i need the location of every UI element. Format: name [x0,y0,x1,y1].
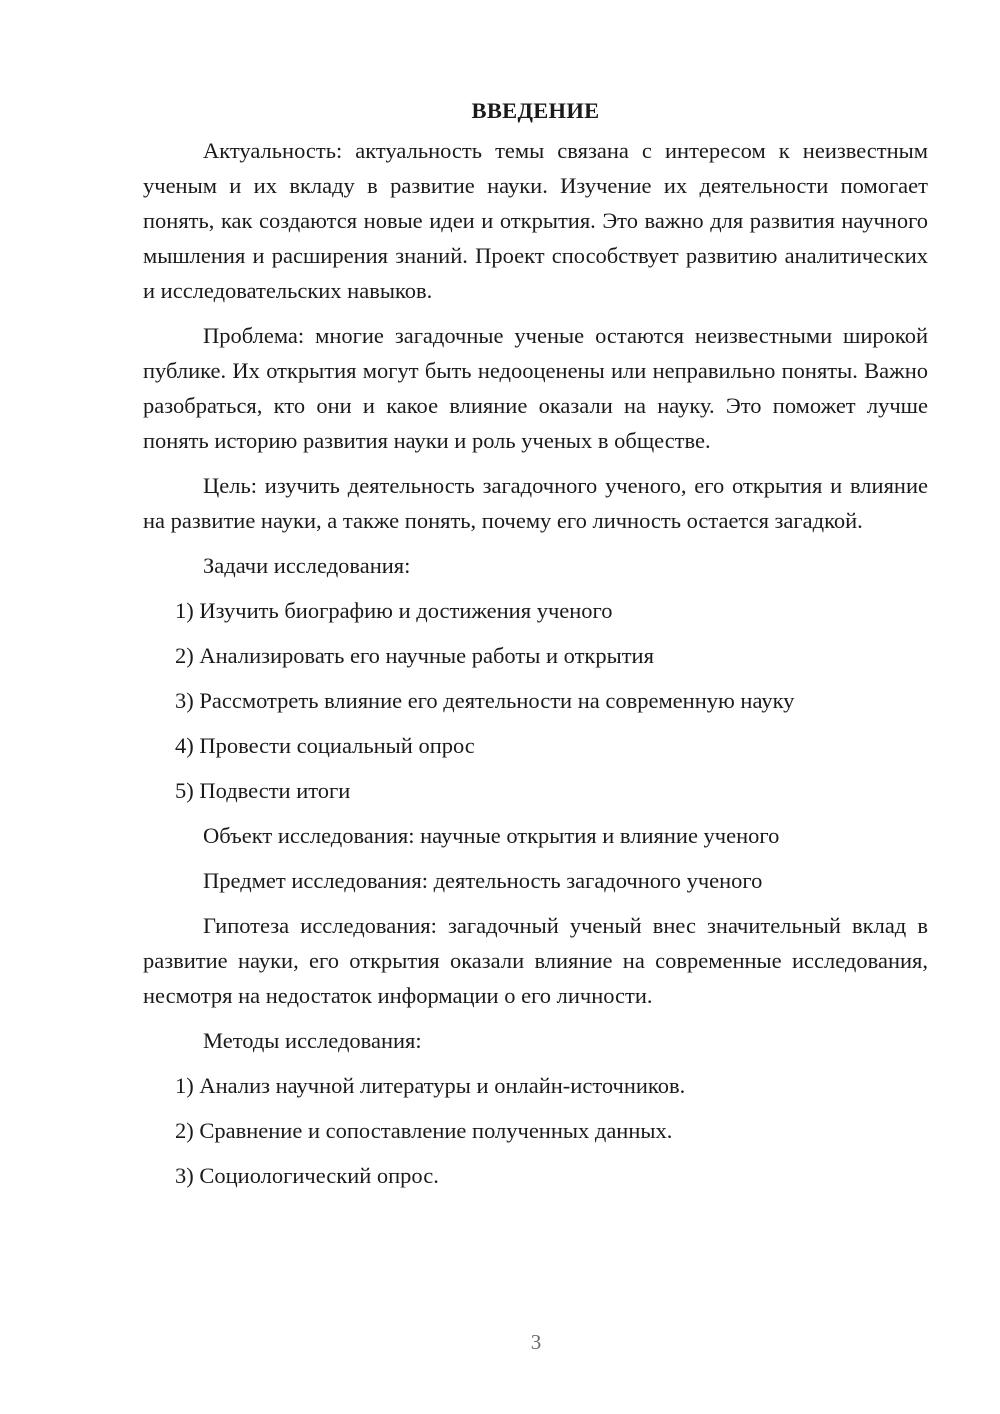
hypothesis-paragraph: Гипотеза исследования: загадочный ученый внес значительный вклад в развитие науки, его открытия оказали влияние на современные исследования, несмотря на недостаток информации о его личности. [143,913,928,1008]
task-item: 5) Подвести итоги [175,778,351,803]
method-item: 3) Социологический опрос. [175,1163,439,1188]
problem-paragraph: Проблема: многие загадочные ученые остаются неизвестными широкой публике. Их открытия могут быть недооценены или неправильно поняты. Важно разобраться, кто они и какое влияние оказали на науку. Это поможет лучше понять историю развития науки и роль ученых в обществе. [143,323,928,453]
methods-list [143,1068,928,1193]
methods-title: Методы исследования: [203,1028,422,1053]
task-item: 2) Анализировать его научные работы и открытия [175,643,654,668]
method-item: 2) Сравнение и сопоставление полученных данных. [175,1118,673,1143]
goal-paragraph: Цель: изучить деятельность загадочного ученого, его открытия и влияние на развитие науки, а также понять, почему его личность остается загадкой. [143,473,928,533]
document-page [143,93,928,1203]
research-subject: Предмет исследования: деятельность загадочного ученого [203,868,763,893]
actuality-paragraph: Актуальность: актуальность темы связана с интересом к неизвестным ученым и их вкладу в развитие науки. Изучение их деятельности помогает понять, как создаются новые идеи и открытия. Это важно для развития научного мышления и расширения знаний. Проект способствует развитию аналитических и исследовательских навыков. [143,138,928,303]
section-heading: ВВЕДЕНИЕ [471,98,600,123]
tasks-list [143,593,928,808]
method-item: 1) Анализ научной литературы и онлайн-источников. [175,1073,686,1098]
research-object: Объект исследования: научные открытия и влияние ученого [203,823,780,848]
task-item: 3) Рассмотреть влияние его деятельности на современную науку [175,688,795,713]
task-item: 4) Провести социальный опрос [175,733,475,758]
tasks-title: Задачи исследования: [203,553,411,578]
task-item: 1) Изучить биографию и достижения ученого [175,598,613,623]
page-number: 3 [530,1330,542,1354]
